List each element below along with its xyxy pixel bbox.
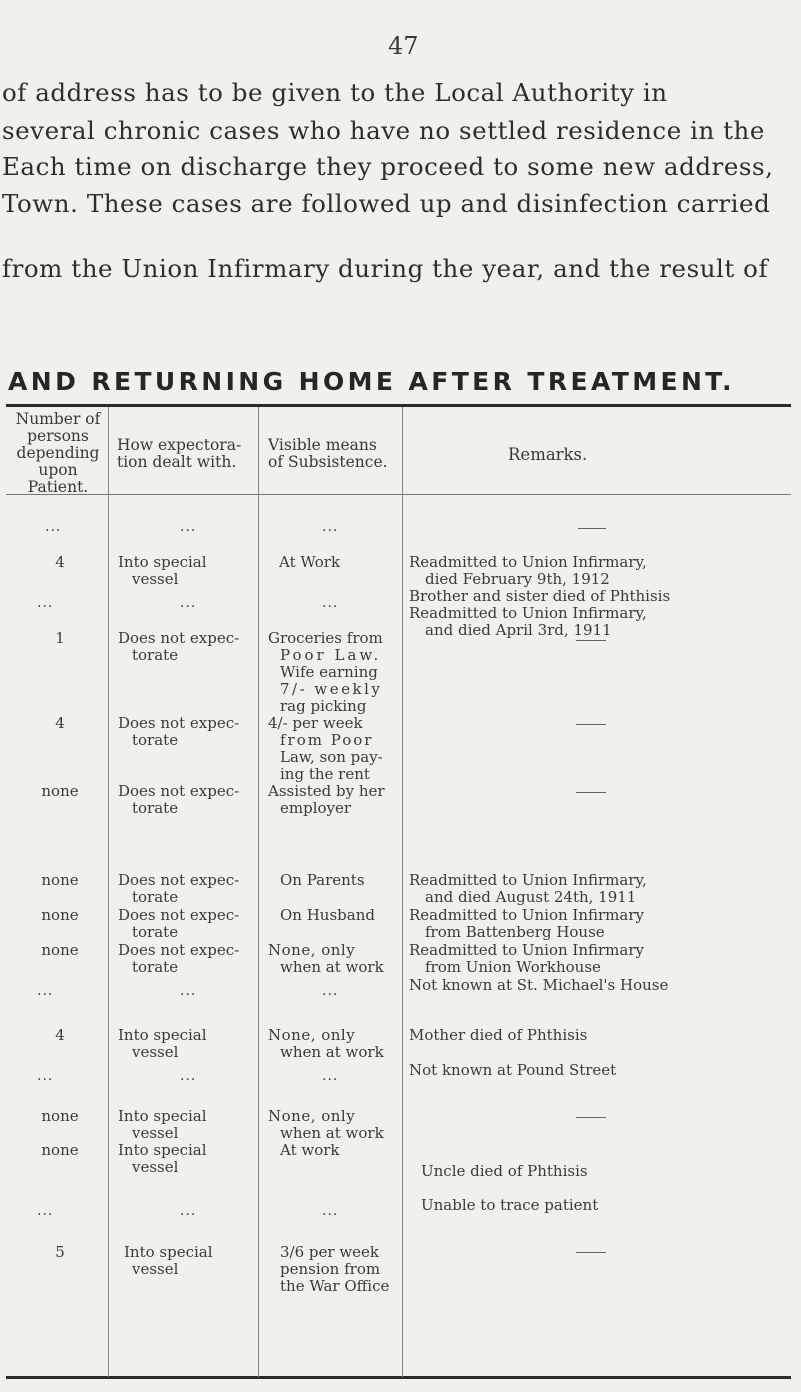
top-rule xyxy=(6,404,791,407)
bottom-rule xyxy=(6,1376,791,1379)
cell-means: None, only when at work xyxy=(268,941,384,976)
dot-placeholder: ... xyxy=(322,1203,339,1219)
dot-placeholder: ... xyxy=(322,595,339,611)
cell-expectoration: Does not expec- torate xyxy=(118,714,240,749)
dot-placeholder: ... xyxy=(322,519,339,535)
cell-expectoration: Into special vessel xyxy=(118,553,207,588)
cell-means: 3/6 per week pension from the War Office xyxy=(280,1243,390,1295)
header-remarks: Remarks. xyxy=(508,445,588,464)
header-persons: Number of persons depending upon Patient. xyxy=(15,410,101,496)
cell-means: None, only when at work xyxy=(268,1026,384,1061)
cell-remarks: Readmitted to Union Infirmary, and died April 3rd, 1911 xyxy=(409,604,647,639)
cell-remarks: Not known at Pound Street xyxy=(409,1061,617,1079)
cell-persons: 1 xyxy=(55,629,65,647)
cell-expectoration: Into special vessel xyxy=(124,1243,213,1278)
cell-remarks: Readmitted to Union Infirmary, and died August 24th, 1911 xyxy=(409,871,647,906)
cell-expectoration: Into special vessel xyxy=(118,1026,207,1061)
cell-persons: none xyxy=(41,1141,79,1159)
header-rule xyxy=(6,494,791,495)
cell-persons: none xyxy=(41,906,79,924)
cell-remarks: Readmitted to Union Infirmary from Battenberg House xyxy=(409,906,644,941)
column-divider xyxy=(258,407,259,1377)
dash xyxy=(576,792,606,793)
cell-remarks: Unable to trace patient xyxy=(421,1196,599,1214)
cell-means: 4/- per week from Poor Law, son pay- ing the rent xyxy=(268,714,383,783)
cell-persons: none xyxy=(41,1107,79,1125)
column-divider xyxy=(402,407,403,1377)
dot-placeholder: ... xyxy=(180,1203,197,1219)
cell-means: Assisted by her employer xyxy=(268,782,385,817)
section-heading: AND RETURNING HOME AFTER TREATMENT. xyxy=(8,367,735,396)
dash xyxy=(576,640,606,641)
cell-means: On Husband xyxy=(280,906,375,924)
dot-placeholder: ... xyxy=(180,519,197,535)
dot-placeholder: ... xyxy=(180,1068,197,1084)
cell-means: On Parents xyxy=(280,871,365,889)
cell-expectoration: Does not expec- torate xyxy=(118,782,240,817)
dot-placeholder: ... xyxy=(180,595,197,611)
dash xyxy=(576,1252,606,1253)
cell-persons: none xyxy=(41,941,79,959)
cell-means: At work xyxy=(280,1141,340,1159)
dot-placeholder: ... xyxy=(45,519,62,535)
dot-placeholder: ... xyxy=(322,1068,339,1084)
intro-line: Town. These cases are followed up and disinfection carried xyxy=(2,189,771,218)
cell-remarks: Readmitted to Union Infirmary from Union Workhouse xyxy=(409,941,644,976)
cell-remarks: Not known at St. Michael's House xyxy=(409,976,669,994)
cell-expectoration: Into special vessel xyxy=(118,1107,207,1142)
cell-expectoration: Does not expec- torate xyxy=(118,629,240,664)
cell-persons: none xyxy=(41,782,79,800)
cell-means: Groceries from Poor Law. Wife earning 7/- weekly rag picking xyxy=(268,629,383,715)
intro-line: several chronic cases who have no settled residence in the xyxy=(2,116,765,145)
dash xyxy=(576,1117,606,1118)
cell-means: None, only when at work xyxy=(268,1107,384,1142)
column-divider xyxy=(108,407,109,1377)
dot-placeholder: ... xyxy=(37,595,54,611)
cell-remarks: Mother died of Phthisis xyxy=(409,1026,588,1044)
cell-expectoration: Does not expec- torate xyxy=(118,871,240,906)
cell-expectoration: Into special vessel xyxy=(118,1141,207,1176)
dot-placeholder: ... xyxy=(322,983,339,999)
cell-persons: none xyxy=(41,871,79,889)
dash xyxy=(578,528,606,529)
dot-placeholder: ... xyxy=(37,1203,54,1219)
dot-placeholder: ... xyxy=(37,1068,54,1084)
header-expectoration: How expectora- tion dealt with. xyxy=(117,436,242,471)
cell-persons: 4 xyxy=(55,714,65,732)
cell-means: At Work xyxy=(279,553,341,571)
cell-remarks: Uncle died of Phthisis xyxy=(421,1162,588,1180)
cell-expectoration: Does not expec- torate xyxy=(118,906,240,941)
intro-line: of address has to be given to the Local Authority in xyxy=(2,78,668,107)
cell-remarks: Readmitted to Union Infirmary, died February 9th, 1912 xyxy=(409,553,647,588)
header-means: Visible means of Subsistence. xyxy=(268,436,388,471)
cell-persons: 4 xyxy=(55,1026,65,1044)
intro-line: from the Union Infirmary during the year, and the result of xyxy=(2,254,769,283)
cell-persons: 5 xyxy=(55,1243,65,1261)
intro-line: Each time on discharge they proceed to some new address, xyxy=(2,152,774,181)
cell-persons: 4 xyxy=(55,553,65,571)
dash xyxy=(576,724,606,725)
page-number: 47 xyxy=(388,32,419,60)
dot-placeholder: ... xyxy=(37,983,54,999)
cell-expectoration: Does not expec- torate xyxy=(118,941,240,976)
dot-placeholder: ... xyxy=(180,983,197,999)
cell-remarks: Brother and sister died of Phthisis xyxy=(409,587,671,605)
